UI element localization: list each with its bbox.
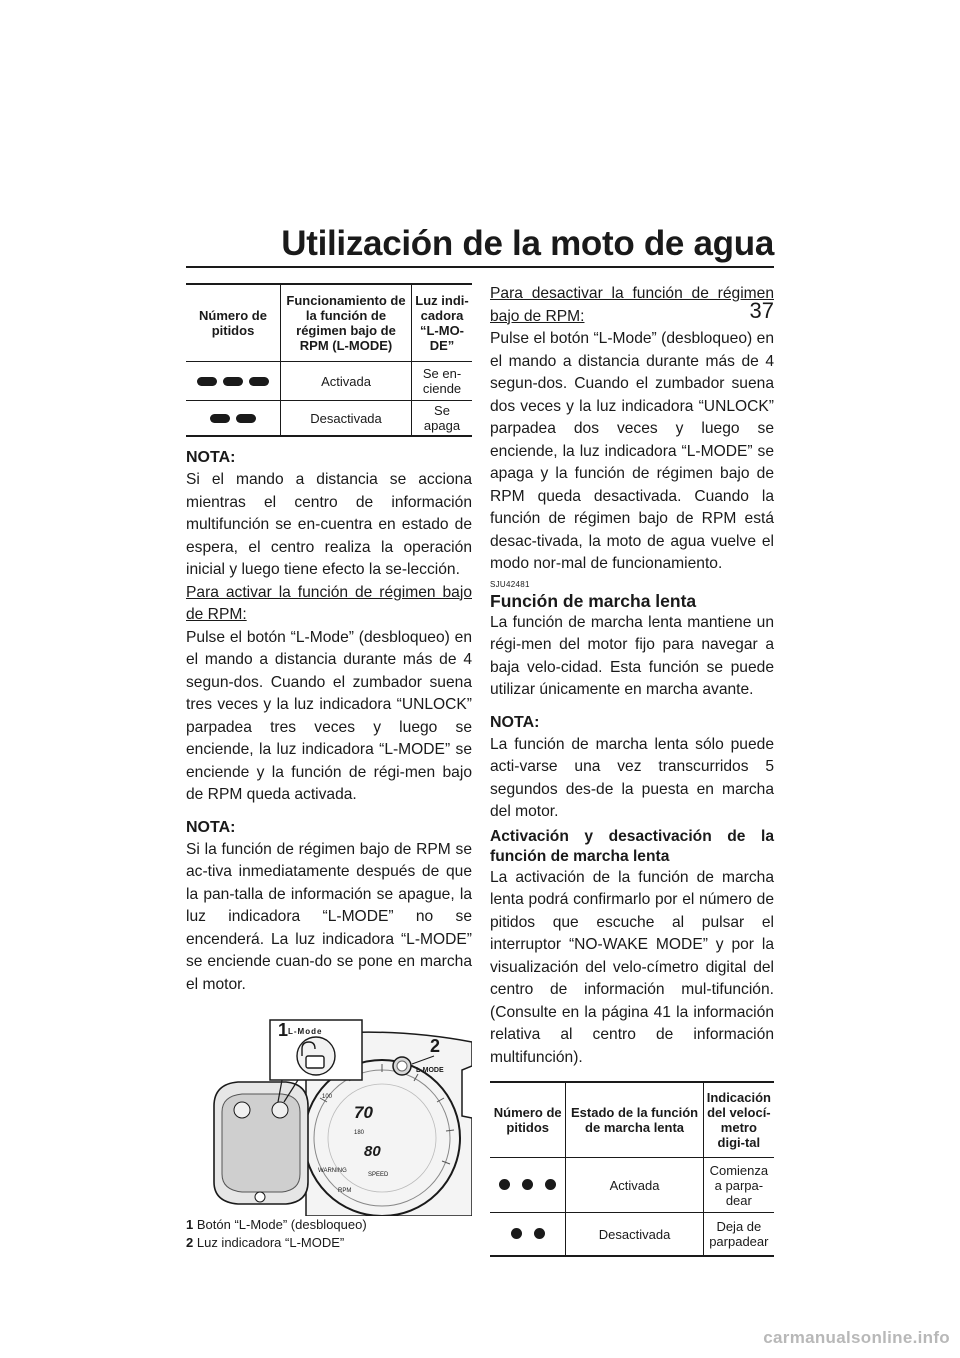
remote-and-panel-illustration (186, 1006, 472, 1216)
section-text: La función de marcha lenta mantiene un régi-men del motor fijo para navegar a baja velo-cidad. Esta función se puede utilizar únicamente en marcha avante. (490, 613, 774, 698)
deactivate-text: Pulse el botón “L-Mode” (desbloqueo) en el mando a distancia durante más de 4 segun-dos. Cuando el zumbador suena dos veces y la luz indicadora “UNLOCK” parpadea dos veces y luego se enciende, la luz indicadora “L-MODE” se apaga y la función de régimen bajo de RPM queda desactivada. Cuando la función de régimen bajo de RPM está desac-tivada, la moto de agua vuelve el modo nor-mal de funcionamiento. (490, 330, 774, 572)
subhead: Activación y desactivación de la función de marcha lenta (490, 827, 774, 865)
deactivate-heading: Para desactivar la función de régimen bajo de RPM: (490, 285, 774, 325)
gauge-label: SPEED (368, 1172, 389, 1178)
beep-icon (511, 1228, 522, 1239)
beep-icon (197, 377, 217, 386)
page-number: 37 (749, 298, 774, 323)
table1-header-beeps: Número de pitidos (186, 284, 281, 362)
page-title: Utilización de la moto de agua (281, 224, 774, 263)
callout-2: 2 (430, 1036, 441, 1056)
unlock-button-icon (272, 1102, 288, 1118)
caption-number: 2 (186, 1235, 194, 1250)
left-column (186, 283, 472, 1252)
beep-icon (223, 377, 243, 386)
table1-header-indicator: Luz indi-cadora “L-MO-DE” (412, 284, 473, 362)
nota-text: Si la función de régimen bajo de RPM se ac-tiva inmediatamente después de que la pan-talla de información se apague, la luz indicadora “L-MODE” no se encenderá. La luz indicadora “L-MODE” se enciende cuan-do se pone en marcha el motor. (186, 840, 472, 993)
table1-indicator-on: Se en-ciende (412, 362, 473, 401)
caption-text: Luz indicadora “L-MODE” (196, 1235, 345, 1250)
gauge-label: 180 (354, 1130, 365, 1136)
beep-icon (249, 377, 269, 386)
table-row (186, 362, 472, 401)
table1-indicator-off: Se apaga (412, 401, 473, 437)
table-row (490, 1213, 774, 1257)
table-row (186, 401, 472, 437)
figure-caption-2 (186, 1234, 472, 1252)
gauge-label: 100 (322, 1094, 333, 1100)
table1-function-activada: Activada (281, 362, 412, 401)
beep-icon (210, 414, 230, 423)
table2-header-beeps: Número de pitidos (490, 1082, 566, 1158)
caption-number: 1 (186, 1217, 194, 1232)
lmode-figure (186, 1006, 472, 1216)
callout-1: 1 (278, 1020, 289, 1040)
lmode-panel-label: L-MODE (416, 1067, 444, 1074)
beep-pattern-2 (490, 1213, 566, 1257)
beep-icon (236, 414, 256, 423)
beep-icon (522, 1179, 533, 1190)
beep-pattern-3 (490, 1158, 566, 1213)
gauge-label: 70 (354, 1103, 373, 1122)
beep-pattern-3 (186, 362, 281, 401)
right-column (490, 283, 774, 1257)
table-row (490, 1158, 774, 1213)
gauge-label: 80 (364, 1143, 381, 1160)
nota-heading: NOTA: (490, 713, 540, 731)
activate-heading: Para activar la función de régimen bajo de RPM: (186, 583, 472, 623)
caption-text: Botón “L-Mode” (desbloqueo) (196, 1217, 367, 1232)
subhead-text: La activación de la función de marcha lenta podrá confirmarlo por el número de pitidos que escuche al pulsar el interruptor “NO-WAKE MODE” y por la visualización del velo-címetro digital del centro de información mul-tifunción. (Consulte en la página 41 la información relativa al centro de información multifunción). (490, 868, 774, 1066)
table2-function-desactivada: Desactivada (566, 1213, 703, 1257)
nota-heading: NOTA: (186, 449, 236, 466)
header-rule (186, 266, 774, 268)
table2-header-indicator: Indicación del velocí-metro digi-tal (703, 1082, 774, 1158)
nota-text: La función de marcha lenta sólo puede acti-varse una vez transcurridos 5 segundos des-de la puesta en marcha del motor. (490, 735, 774, 820)
table1-function-desactivada: Desactivada (281, 401, 412, 437)
beep-icon (499, 1179, 510, 1190)
marcha-lenta-beep-table (490, 1081, 774, 1257)
nota-heading: NOTA: (186, 818, 236, 836)
lmode-button-label: L-Mode (288, 1027, 323, 1036)
lock-button-icon (234, 1102, 250, 1118)
table2-indicator-stop: Deja de parpadear (703, 1213, 774, 1257)
section-code: SJU42481 (490, 579, 530, 589)
beep-icon (545, 1179, 556, 1190)
nota-text: Si el mando a distancia se acciona mientras el centro de información multifunción se en-cuentra en estado de espera, el centro realiza la operación inicial y luego tiene efecto la se-lección. (186, 471, 472, 578)
gauge-label: WARNING (318, 1168, 347, 1174)
watermark: carmanualsonline.info (763, 1328, 950, 1347)
table2-function-activada: Activada (566, 1158, 703, 1213)
figure-caption-1 (186, 1216, 472, 1234)
activate-text: Pulse el botón “L-Mode” (desbloqueo) en el mando a distancia durante más de 4 segun-dos. Cuando el zumbador suena tres veces y la luz indicadora “UNLOCK” parpadea tres veces y luego se enciende, la luz indicadora “L-MODE” se enciende y la función de régi-men bajo de RPM queda activada. (186, 628, 472, 803)
lmode-beep-table (186, 283, 472, 437)
beep-pattern-2 (186, 401, 281, 437)
gauge-label: RPM (338, 1188, 352, 1194)
section-title: Función de marcha lenta (490, 590, 697, 611)
table2-indicator-blink: Comienza a parpa-dear (703, 1158, 774, 1213)
beep-icon (534, 1228, 545, 1239)
table2-header-function: Estado de la función de marcha lenta (566, 1082, 703, 1158)
table1-header-function: Funcionamiento de la función de régimen bajo de RPM (L-MODE) (281, 284, 412, 362)
